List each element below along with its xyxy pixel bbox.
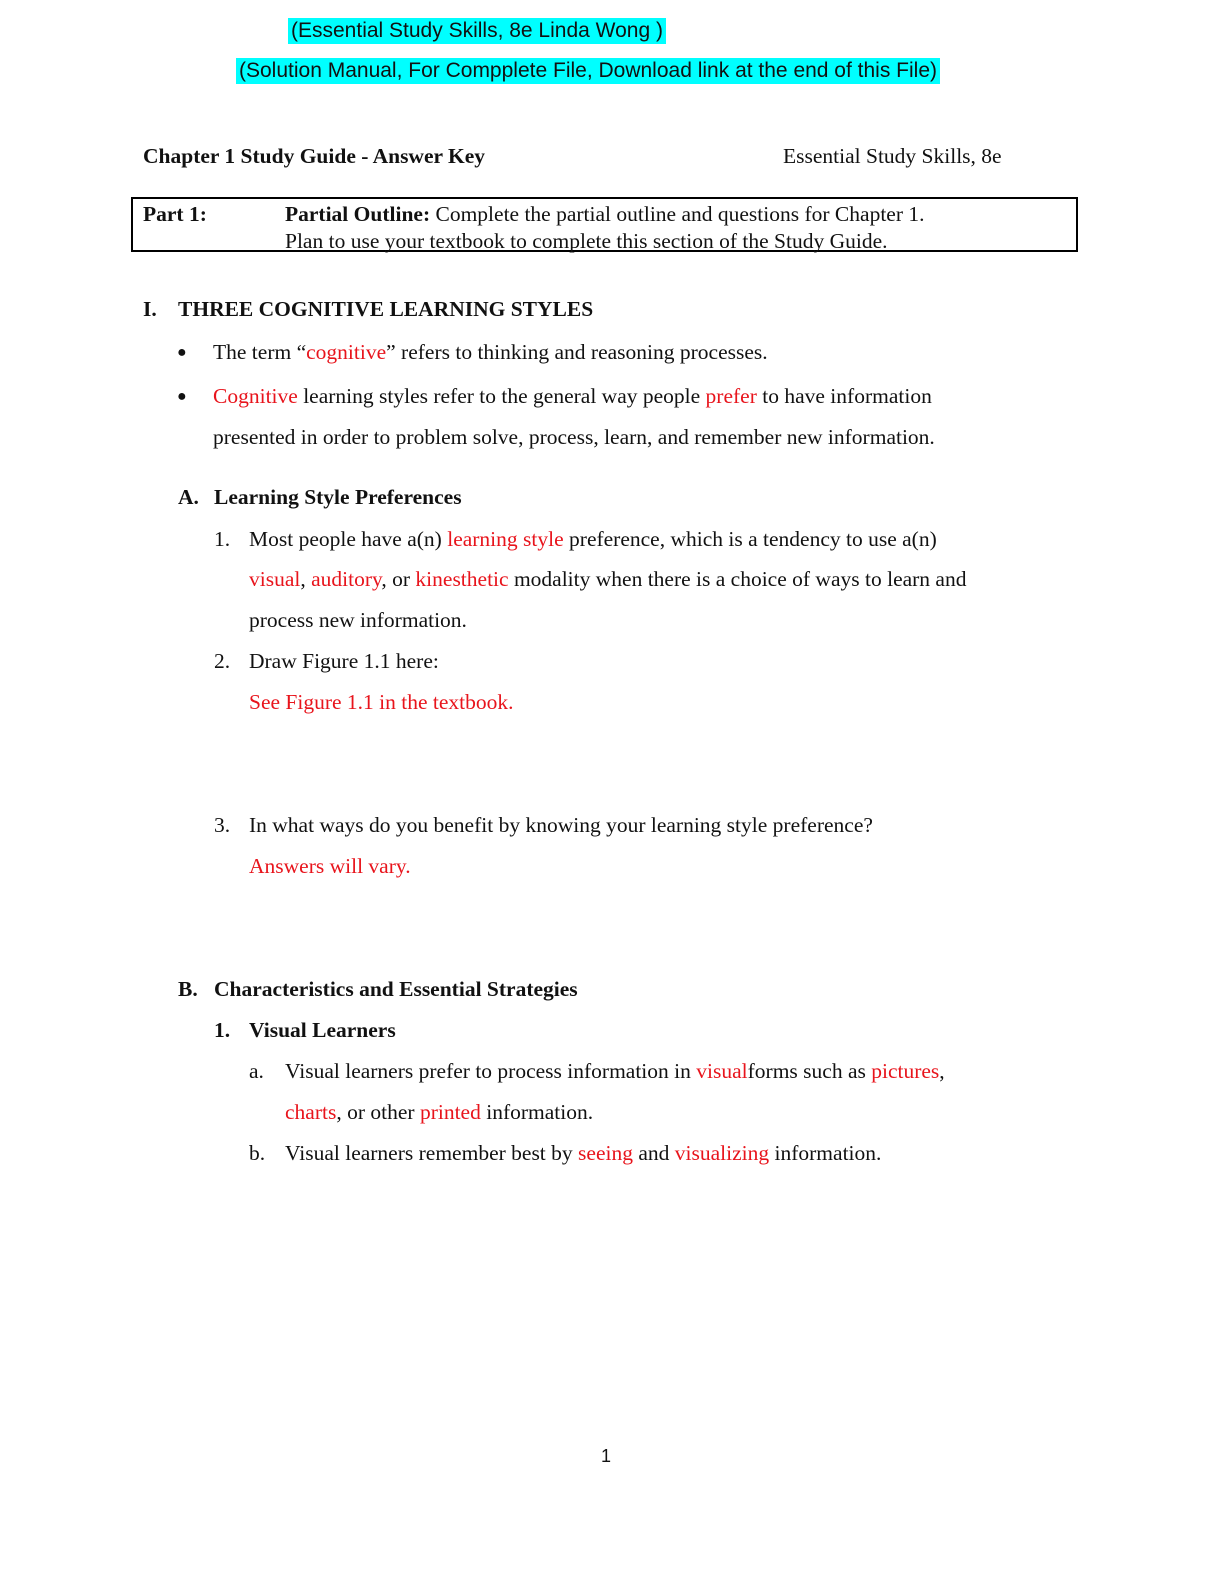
answer-cognitive-2: Cognitive [213, 384, 298, 408]
item1-line2-rest: modality when there is a choice of ways to learn and [508, 567, 967, 591]
part1-label: Part 1: [143, 202, 207, 226]
b-post: information. [769, 1141, 882, 1165]
subB-letter: B. [178, 977, 198, 1001]
bullet2-mid: learning styles refer to the general way people [297, 384, 706, 408]
subB-b-line [285, 1141, 881, 1166]
subB-item1-num: 1. [214, 1018, 231, 1042]
subA-item3-num: 3. [214, 813, 231, 837]
header-book: Essential Study Skills, 8e [783, 144, 1002, 168]
b-mid: and [632, 1141, 675, 1165]
subA-title: Learning Style Preferences [214, 485, 462, 509]
item1-pre: Most people have a(n) [249, 527, 448, 551]
bullet2-post: to have information [756, 384, 932, 408]
a-mid: forms such as [747, 1059, 872, 1083]
subA-item1-line1 [249, 527, 937, 552]
bullet1-text [213, 340, 768, 365]
answer-learning-style: learning style [447, 527, 564, 551]
answer-printed: printed [419, 1100, 481, 1124]
answer-cognitive: cognitive [306, 340, 387, 364]
part1-title: Partial Outline: [285, 202, 431, 226]
subB-a-letter: a. [249, 1059, 264, 1083]
item1-sep1: , [300, 567, 312, 591]
banner-download-note: (Solution Manual, For Compplete File, Download link at the end of this File) [236, 58, 940, 84]
subA-item3-answer: Answers will vary. [249, 854, 411, 878]
answer-charts: charts [285, 1100, 337, 1124]
a-t4: information. [480, 1100, 594, 1124]
answer-visual-forms: visual [696, 1059, 748, 1083]
part1-line2: Plan to use your textbook to complete this section of the Study Guide. [285, 229, 888, 253]
answer-visual: visual [249, 567, 301, 591]
bullet-icon: ● [177, 388, 187, 405]
subB-item1-title: Visual Learners [249, 1018, 396, 1042]
bullet-icon: ● [177, 344, 187, 361]
subA-item2-num: 2. [214, 649, 231, 673]
bullet2-line1 [213, 384, 932, 409]
b-pre: Visual learners remember best by [285, 1141, 579, 1165]
item1-sep2: , or [381, 567, 416, 591]
bullet1-pre: The term “ [213, 340, 307, 364]
subA-item1-line3: process new information. [249, 608, 467, 632]
banner-title: (Essential Study Skills, 8e Linda Wong ) [288, 18, 666, 44]
subA-item2-answer: See Figure 1.1 in the textbook. [249, 690, 514, 714]
bullet1-post: ” refers to thinking and reasoning processes. [386, 340, 768, 364]
a-comma: , [939, 1059, 945, 1083]
answer-seeing: seeing [578, 1141, 633, 1165]
a-pre: Visual learners prefer to process information in [285, 1059, 697, 1083]
section1-numeral: I. [143, 297, 157, 321]
subA-item3-text: In what ways do you benefit by knowing your learning style preference? [249, 813, 873, 837]
item1-post: preference, which is a tendency to use a(n) [563, 527, 937, 551]
subB-a-line2 [285, 1100, 593, 1125]
answer-pictures: pictures [871, 1059, 940, 1083]
answer-kinesthetic: kinesthetic [415, 567, 509, 591]
answer-visualizing: visualizing [674, 1141, 770, 1165]
subA-item2-text: Draw Figure 1.1 here: [249, 649, 439, 673]
subA-item1-line2 [249, 567, 966, 592]
part1-line1 [285, 202, 925, 227]
page-number: 1 [601, 1446, 612, 1466]
answer-prefer: prefer [705, 384, 757, 408]
subB-b-letter: b. [249, 1141, 266, 1165]
subB-a-line1 [285, 1059, 945, 1084]
subA-letter: A. [178, 485, 199, 509]
a-t3: , or other [336, 1100, 420, 1124]
subB-title: Characteristics and Essential Strategies [214, 977, 578, 1001]
header-title: Chapter 1 Study Guide - Answer Key [143, 144, 486, 168]
answer-auditory: auditory [311, 567, 382, 591]
subA-item1-num: 1. [214, 527, 231, 551]
bullet2-line2: presented in order to problem solve, process, learn, and remember new information. [213, 425, 935, 449]
section1-title: THREE COGNITIVE LEARNING STYLES [178, 297, 594, 321]
part1-instructions: Complete the partial outline and questions for Chapter 1. [430, 202, 925, 226]
